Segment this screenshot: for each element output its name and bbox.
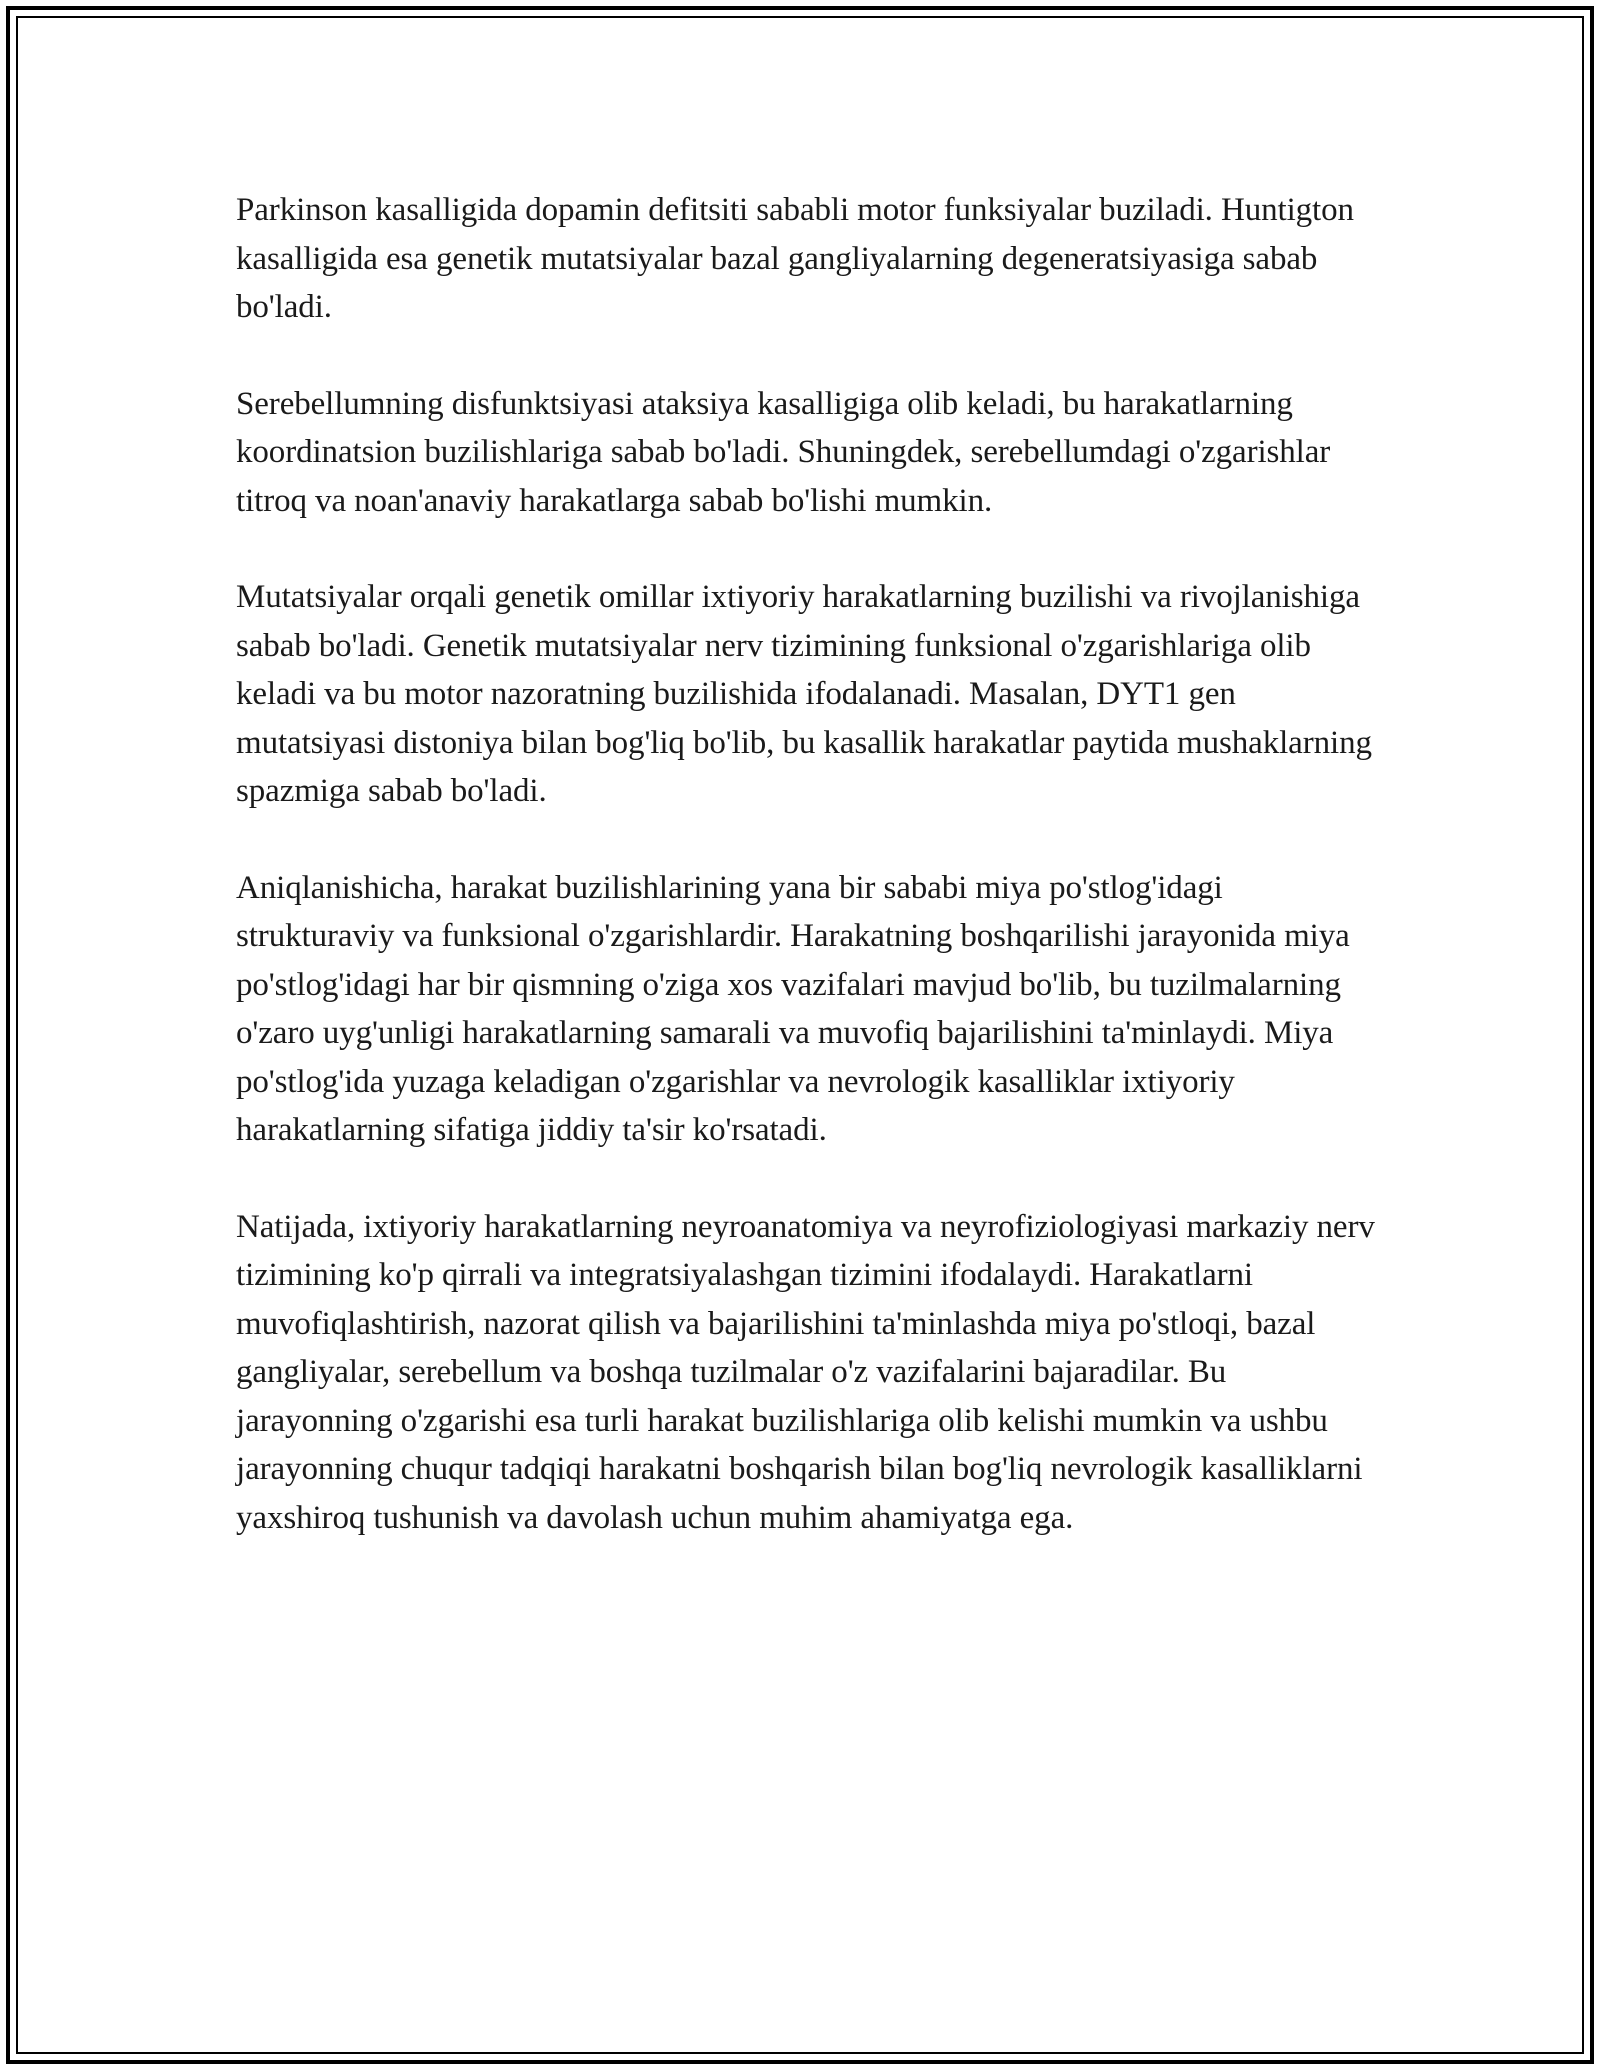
paragraph-cerebellum: Serebellumning disfunktsiyasi ataksiya kasalligiga olib keladi, bu harakatlarning koordinatsion buzilishlariga sabab bo'ladi. Shuningdek, serebellumdagi o'zgarishlar titroq va noan'anaviy harakatlarga sabab bo'lishi mumkin. (236, 385, 1331, 519)
document-body (236, 186, 1376, 1542)
paragraph-cortex-changes: Aniqlanishicha, harakat buzilishlarining yana bir sababi miya po'stlog'idagi strukturaviy va funksional o'zgarishlardir. Harakatning boshqarilishi jarayonida miya po'stlog'idagi har bir qismning o'ziga xos vazifalari mavjud bo'lib, bu tuzilmalarning o'zaro uyg'unligi harakatlarning samarali va muvofiq bajarilishini ta'minlaydi. Miya po'stlog'ida yuzaga keladigan o'zgarishlar va nevrologik kasalliklar ixtiyoriy harakatlarning sifatiga jiddiy ta'sir ko'rsatadi. (236, 869, 1350, 1148)
paragraph-conclusion: Natijada, ixtiyoriy harakatlarning neyroanatomiya va neyrofiziologiyasi markaziy nerv tizimining ko'p qirrali va integratsiyalashgan tizimini ifodalaydi. Harakatlarni muvofiqlashtirish, nazorat qilish va bajarilishini ta'minlashda miya po'stloqi, bazal gangliyalar, serebellum va boshqa tuzilmalar o'z vazifalarini bajaradilar. Bu jarayonning o'zgarishi esa turli harakat buzilishlariga olib kelishi mumkin va ushbu jarayonning chuqur tadqiqi harakatni boshqarish bilan bog'liq nevrologik kasalliklarni yaxshiroq tushunish va davolash uchun muhim ahamiyatga ega. (236, 1208, 1375, 1536)
paragraph-genetic-mutations: Mutatsiyalar orqali genetik omillar ixtiyoriy harakatlarning buzilishi va rivojlanishiga sabab bo'ladi. Genetik mutatsiyalar nerv tizimining funksional o'zgarishlariga olib keladi va bu motor nazoratning buzilishida ifodalanadi. Masalan, DYT1 gen mutatsiyasi distoniya bilan bog'liq bo'lib, bu kasallik harakatlar paytida mushaklarning spazmiga sabab bo'ladi. (236, 579, 1372, 809)
paragraph-parkinson-huntington: Parkinson kasalligida dopamin defitsiti sababli motor funksiyalar buziladi. Huntigton kasalligida esa genetik mutatsiyalar bazal gangliyalarning degeneratsiyasiga sabab bo'ladi. (236, 192, 1354, 325)
